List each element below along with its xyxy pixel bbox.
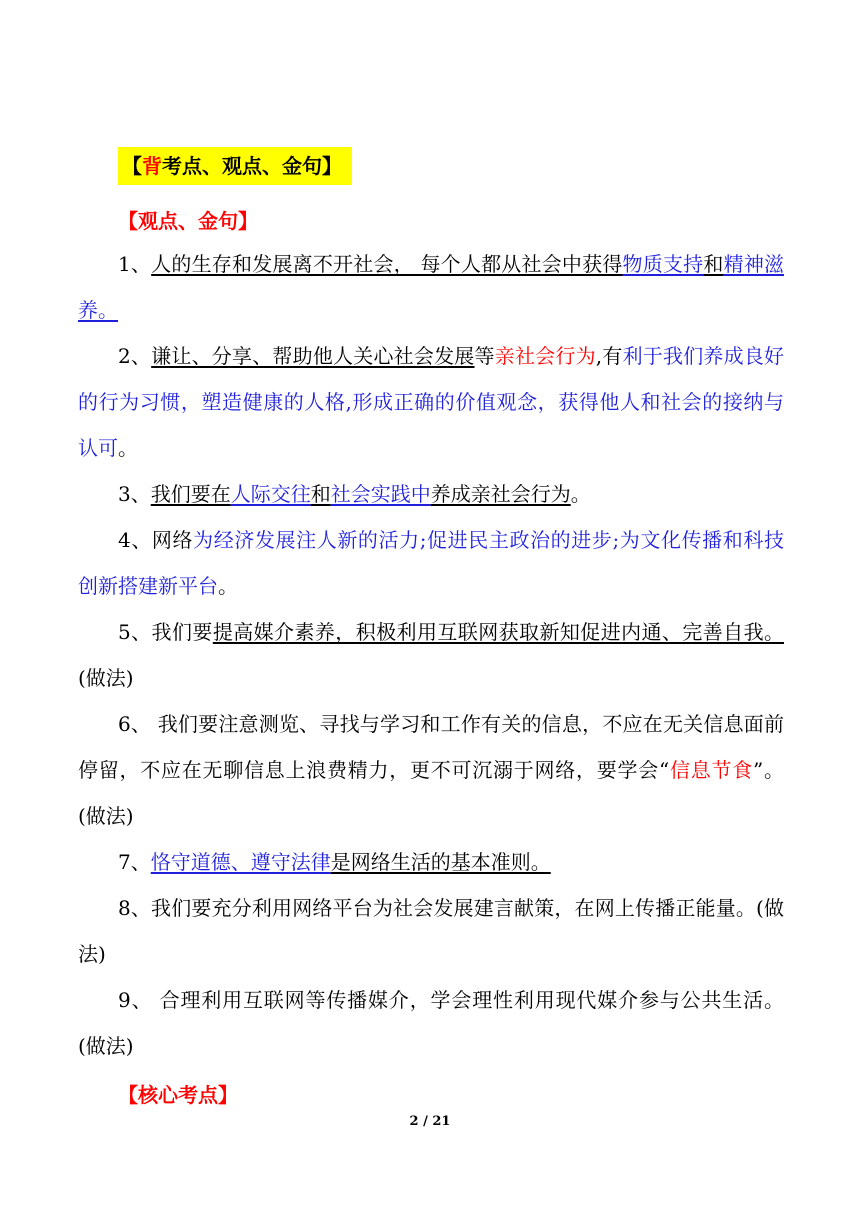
paragraph-8: 8、我们要充分利用网络平台为社会发展建言献策，在网上传播正能量。(做法) [78,896,784,966]
bracket-close: 】 [322,154,342,178]
paragraph-7: 7、恪守道德、遵守法律是网络生活的基本准则。 [118,850,551,874]
paragraph-2: 2、谦让、分享、帮助他人关心社会发展等亲社会行为,有利于我们养成良好的行为习惯，塑造健康的人格,形成正确的价值观念，获得他人和社会的接纳与认可。 [78,344,785,460]
paragraph-4: 4、网络为经济发展注人新的活力;促进民主政治的进步;为文化传播和科技创新搭建新平台。 [78,528,784,598]
section-heading-quotes: 【观点、金句】 [118,209,258,233]
paragraph-5: 5、我们要提高媒介素养，积极利用互联网获取新知促进内通、完善自我。(做法) [78,620,785,690]
section-heading-core: 【核心考点】 [118,1083,238,1107]
paragraph-6: 6、 我们要注意测览、寻找与学习和工作有关的信息，不应在无关信息面前停留，不应在无聊信息上浪费精力，更不可沉溺于网络，要学会“信息节食”。(做法) [78,712,784,828]
heading-highlight-char: 背 [142,154,162,178]
bracket-open: 【 [122,154,142,178]
paragraph-3: 3、我们要在人际交往和社会实践中养成亲社会行为。 [118,482,591,506]
heading-text: 考点、观点、金句 [162,154,322,178]
paragraph-9: 9、 合理利用互联网等传播媒介，学会理性利用现代媒介参与公共生活。(做法) [78,988,784,1058]
paragraph-1: 1、人的生存和发展离不开社会， 每个人都从社会中获得物质支持和精神滋养。 [78,252,785,322]
page-number: 2 / 21 [409,1114,451,1129]
section-heading-recite [118,147,352,185]
